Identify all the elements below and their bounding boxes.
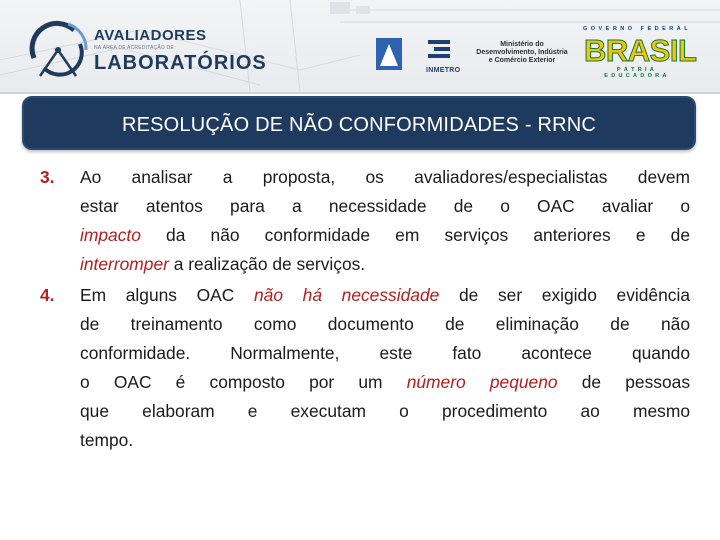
header-banner [0, 0, 720, 92]
text-line [80, 192, 690, 221]
text-run: Em alguns OAC [80, 285, 254, 305]
text-run: Ao analisar a proposta, os avaliadores/especialistas devem [80, 167, 690, 187]
text-line [80, 250, 690, 279]
header-divider [0, 92, 720, 94]
text-run: a realização de serviços. [168, 254, 366, 274]
text-line [80, 368, 690, 397]
list-item [40, 163, 690, 279]
text-run: de pessoas [557, 372, 691, 392]
list-text [80, 281, 690, 455]
slide-title-bar [22, 96, 696, 150]
gov-bottom-text: PÁTRIA EDUCADORA [604, 67, 670, 79]
text-line [80, 310, 690, 339]
gov-brasil-text: BRASIL [584, 33, 697, 68]
inmetro-label: INMETRO [426, 67, 461, 74]
inmetro-logo [372, 36, 472, 76]
text-run: da não conformidade em serviços anteriores e de [140, 225, 690, 245]
list-item [40, 281, 690, 455]
text-line [80, 339, 690, 368]
text-line [80, 163, 690, 192]
gov-top-text: GOVERNO FEDERAL [582, 26, 692, 32]
numbered-list [40, 163, 690, 457]
emphasis-text: impacto [80, 225, 141, 245]
logo-text-avaliadores: AVALIADORES [94, 27, 207, 44]
governo-federal-logo [582, 26, 697, 79]
avaliadores-logo [28, 18, 267, 80]
text-line [80, 426, 690, 455]
text-run: tempo. [80, 430, 134, 450]
list-number: 3. [40, 167, 55, 187]
logo-text-laboratorios: LABORATÓRIOS [94, 52, 267, 74]
text-run: estar atentos para a necessidade de o OAC avaliar o [80, 196, 690, 216]
ministry-line: e Comércio Exterior [488, 57, 556, 64]
text-run: que elaboram e executam o procedimento ao mesmo [80, 401, 690, 421]
slide-title: RESOLUÇÃO DE NÃO CONFORMIDADES - RRNC [121, 113, 597, 136]
text-run: de treinamento como documento de eliminação de não [80, 314, 690, 334]
ministry-line: Ministério do [500, 41, 544, 48]
text-run: conformidade. Normalmente, este fato acontece quando [80, 343, 690, 363]
emphasis-text: não há necessidade [253, 285, 440, 305]
ministry-line: Desenvolvimento, Indústria [476, 49, 568, 56]
text-run: o OAC é composto por um [80, 372, 407, 392]
emphasis-text: número pequeno [406, 372, 558, 392]
list-number: 4. [40, 285, 55, 305]
list-text [80, 163, 690, 279]
text-line [80, 397, 690, 426]
text-run: de ser exigido evidência [439, 285, 691, 305]
avaliadores-emblem-icon [28, 18, 90, 80]
logo-tagline: NA ÁREA DE ACREDITAÇÃO DE [94, 45, 174, 51]
emphasis-text: interromper [80, 254, 169, 274]
text-line [80, 281, 690, 310]
text-line [80, 221, 690, 250]
ministry-label [474, 41, 570, 65]
